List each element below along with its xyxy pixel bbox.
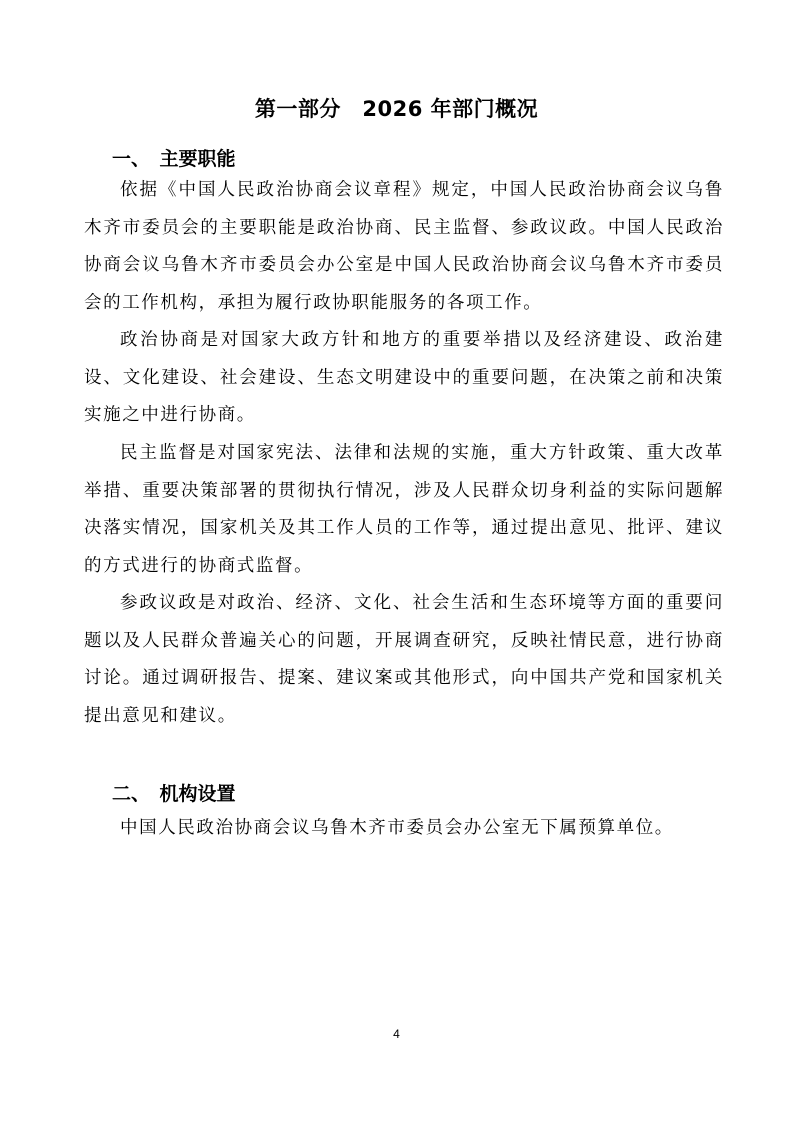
paragraph-organization-structure: 中国人民政治协商会议乌鲁木齐市委员会办公室无下属预算单位。 [120,818,674,838]
page-number: 4 [393,1027,400,1041]
paragraph-political-consultation: 政治协商是对国家大政方针和地方的重要举措以及经济建设、政治建设、文化建设、社会建设、生态文明建设中的重要问题，在决策之前和决策实施之中进行协商。 [84,330,724,425]
page-title: 第一部分 2026 年部门概况 [254,97,539,121]
paragraph-functions-overview: 依据《中国人民政治协商会议章程》规定，中国人民政治协商会议乌鲁木齐市委员会的主要职能是政治协商、民主监督、参政议政。中国人民政治协商会议乌鲁木齐市委员会办公室是中国人民政治协商会议乌鲁木齐市委员会的工作机构，承担为履行政协职能服务的各项工作。 [84,180,724,313]
section-heading-organization: 二、 机构设置 [112,783,236,805]
section-heading-main-functions: 一、 主要职能 [112,148,236,170]
paragraph-participation-deliberation: 参政议政是对政治、经济、文化、社会生活和生态环境等方面的重要问题以及人民群众普遍关心的问题，开展调查研究，反映社情民意，进行协商讨论。通过调研报告、提案、建议案或其他形式，向中国共产党和国家机关提出意见和建议。 [84,593,724,726]
paragraph-democratic-supervision: 民主监督是对国家宪法、法律和法规的实施，重大方针政策、重大改革举措、重要决策部署的贯彻执行情况，涉及人民群众切身利益的实际问题解决落实情况，国家机关及其工作人员的工作等，通过提出意见、批评、建议的方式进行的协商式监督。 [84,443,724,576]
